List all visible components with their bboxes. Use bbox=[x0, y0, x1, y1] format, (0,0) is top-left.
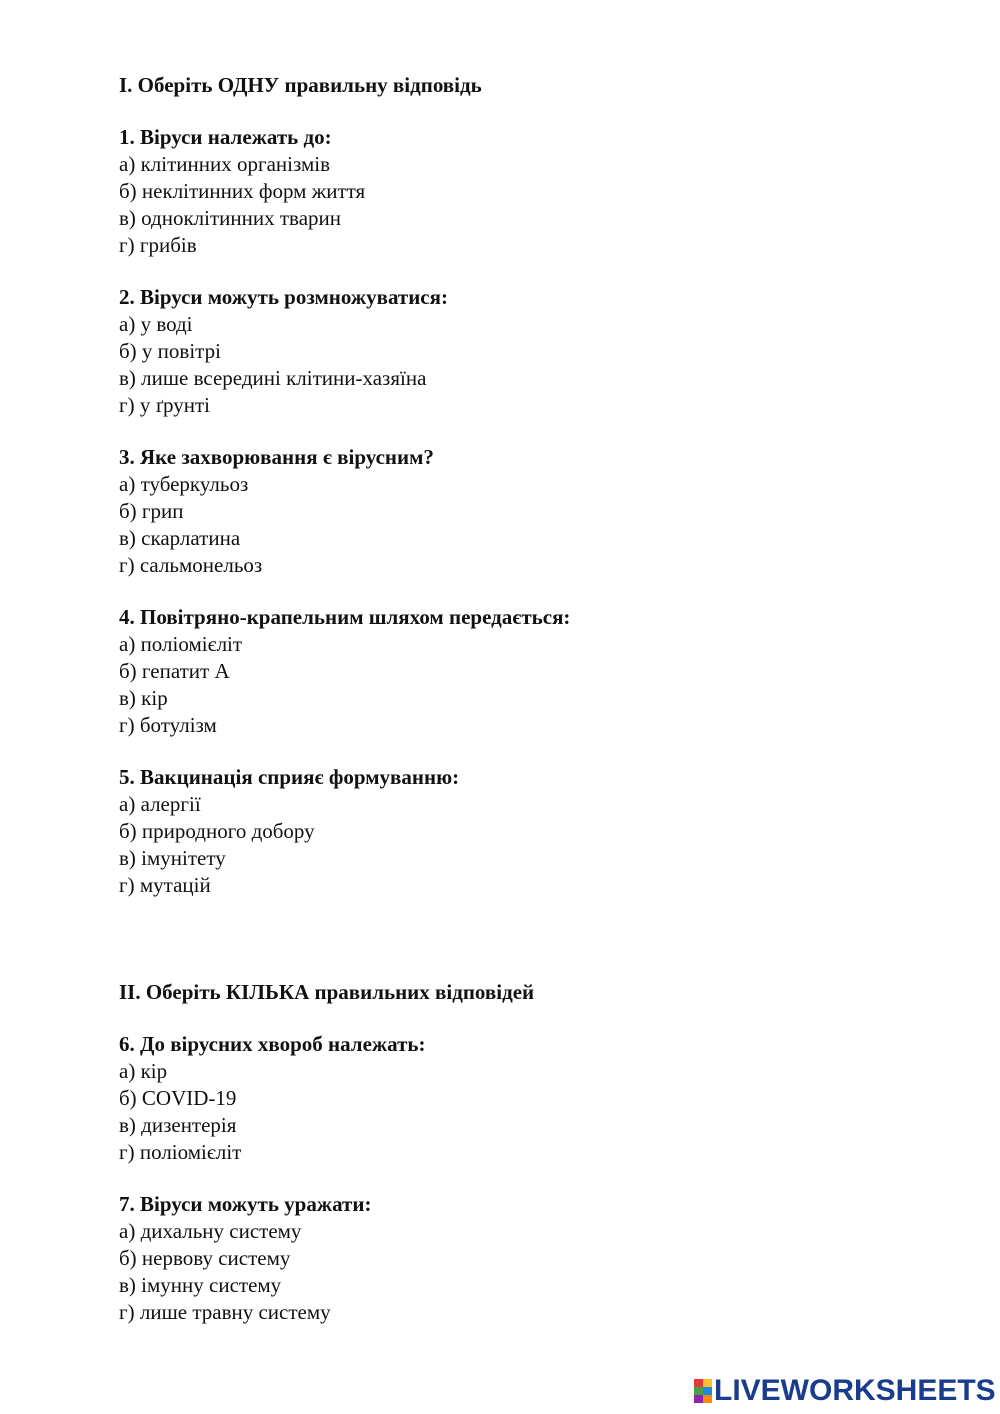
question-title: 1. Віруси належать до: bbox=[119, 125, 332, 149]
liveworksheets-logo-icon bbox=[694, 1379, 712, 1403]
answer-option[interactable]: в) кір bbox=[119, 686, 168, 710]
answer-option[interactable]: а) алергії bbox=[119, 792, 201, 816]
answer-option[interactable]: в) одноклітинних тварин bbox=[119, 206, 341, 230]
logo-square bbox=[694, 1379, 703, 1387]
answer-option[interactable]: а) дихальну систему bbox=[119, 1219, 302, 1243]
answer-option[interactable]: б) COVID-19 bbox=[119, 1086, 237, 1110]
answer-option[interactable]: г) лише травну систему bbox=[119, 1300, 331, 1324]
logo-square bbox=[694, 1395, 703, 1403]
answer-option[interactable]: г) ботулізм bbox=[119, 713, 217, 737]
answer-option[interactable]: б) гепатит А bbox=[119, 659, 230, 683]
answer-option[interactable]: в) скарлатина bbox=[119, 526, 241, 550]
answer-option[interactable]: г) у ґрунті bbox=[119, 393, 210, 417]
logo-square bbox=[703, 1379, 712, 1387]
worksheet bbox=[119, 72, 979, 1326]
logo-square bbox=[703, 1395, 712, 1403]
answer-option[interactable]: в) дизентерія bbox=[119, 1113, 237, 1137]
answer-option[interactable]: а) клітинних організмів bbox=[119, 152, 331, 176]
section-heading: I. Оберіть ОДНУ правильну відповідь bbox=[119, 73, 482, 97]
answer-option[interactable]: а) у воді bbox=[119, 312, 193, 336]
question-title: 4. Повітряно-крапельним шляхом передається: bbox=[119, 605, 571, 629]
answer-option[interactable]: б) грип bbox=[119, 499, 184, 523]
answer-option[interactable]: г) поліомієліт bbox=[119, 1140, 242, 1164]
answer-option[interactable]: а) туберкульоз bbox=[119, 472, 249, 496]
answer-option[interactable]: а) поліомієліт bbox=[119, 632, 243, 656]
answer-option[interactable]: б) у повітрі bbox=[119, 339, 221, 363]
answer-option[interactable]: г) мутацій bbox=[119, 873, 211, 897]
logo-square bbox=[694, 1387, 703, 1395]
answer-option[interactable]: б) нервову систему bbox=[119, 1246, 291, 1270]
answer-option[interactable]: а) кір bbox=[119, 1059, 168, 1083]
liveworksheets-logo[interactable] bbox=[694, 1375, 996, 1407]
question-title: 2. Віруси можуть розмножуватися: bbox=[119, 285, 448, 309]
logo-square bbox=[703, 1387, 712, 1395]
answer-option[interactable]: г) сальмонельоз bbox=[119, 553, 263, 577]
answer-option[interactable]: в) імунну систему bbox=[119, 1273, 282, 1297]
answer-option[interactable]: в) лише всередині клітини-хазяїна bbox=[119, 366, 427, 390]
question-title: 3. Яке захворювання є вірусним? bbox=[119, 445, 434, 469]
answer-option[interactable]: б) неклітинних форм життя bbox=[119, 179, 366, 203]
question-title: 6. До вірусних хвороб належать: bbox=[119, 1032, 426, 1056]
logo-text: LIVEWORKSHEETS bbox=[714, 1374, 996, 1407]
section-heading: II. Оберіть КІЛЬКА правильних відповідей bbox=[119, 980, 535, 1004]
answer-option[interactable]: г) грибів bbox=[119, 233, 197, 257]
question-title: 7. Віруси можуть уражати: bbox=[119, 1192, 372, 1216]
question-title: 5. Вакцинація сприяє формуванню: bbox=[119, 765, 460, 789]
answer-option[interactable]: в) імунітету bbox=[119, 846, 226, 870]
answer-option[interactable]: б) природного добору bbox=[119, 819, 315, 843]
